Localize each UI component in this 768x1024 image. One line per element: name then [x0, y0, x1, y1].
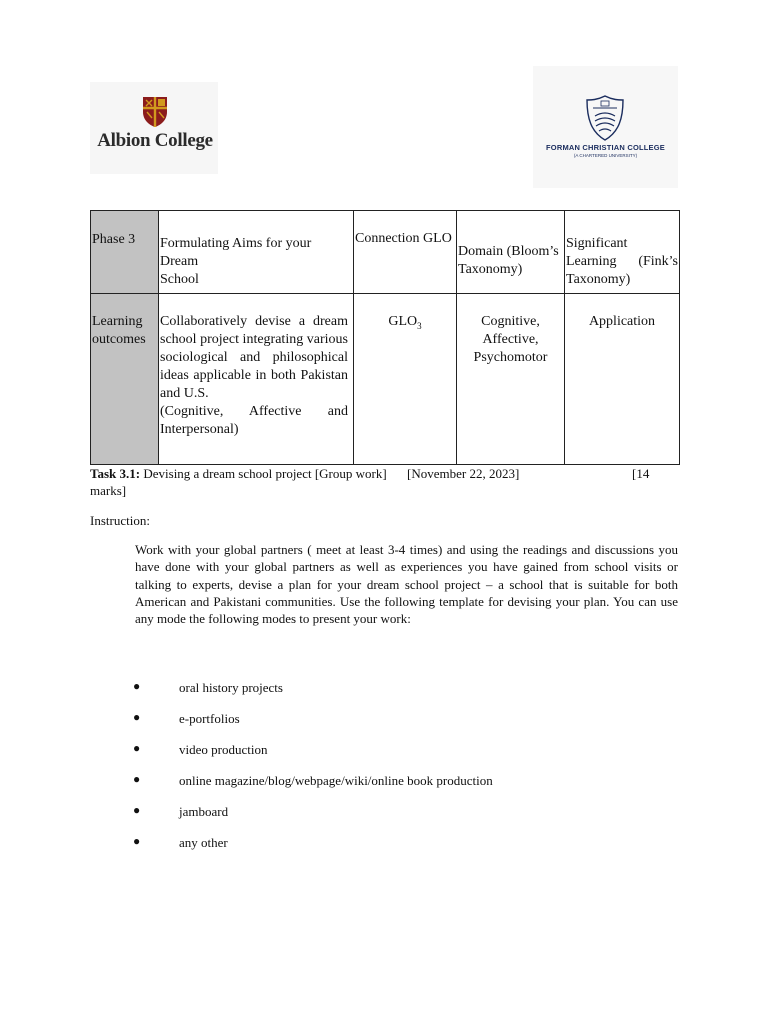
mode-label: jamboard — [179, 804, 229, 819]
outcomes-label-line-1: Learning — [92, 314, 143, 329]
task-marks-open: [14 — [632, 466, 650, 481]
aim-line-3: School — [160, 272, 199, 287]
domain-value-3: Psychomotor — [473, 350, 548, 365]
phase-label: Phase 3 — [92, 232, 136, 247]
aim-cell — [159, 211, 354, 294]
bullet-icon: ● — [133, 710, 141, 724]
task-date: [November 22, 2023] — [407, 466, 520, 481]
mode-label: video production — [179, 742, 268, 757]
domain-header-cell — [457, 211, 565, 294]
domain-header-line-2: Taxonomy) — [458, 262, 523, 277]
task-heading — [90, 465, 680, 499]
bullet-icon: ● — [133, 834, 141, 848]
mode-label: oral history projects — [179, 680, 283, 695]
fcc-crest-icon — [583, 94, 627, 142]
fcc-subtitle: (A CHARTERED UNIVERSITY) — [573, 153, 638, 158]
phase-cell — [91, 211, 159, 294]
significant-line-2: Learning (Fink’s — [566, 254, 678, 269]
outcomes-label-cell — [91, 294, 159, 465]
domain-value-1: Cognitive, — [481, 314, 540, 329]
albion-wordmark: Albion College — [97, 130, 213, 151]
outcome-description: Collaboratively devise a dream school project integrating various sociological and philosophical ideas applicable in both Pakistan and U.S. — [160, 314, 348, 401]
domain-values-cell — [457, 294, 565, 465]
mode-label: any other — [179, 835, 228, 850]
bullet-icon: ● — [133, 803, 141, 817]
albion-college-logo — [90, 82, 218, 174]
table-outcomes-row — [91, 294, 680, 465]
instruction-label: Instruction: — [90, 513, 150, 528]
significant-learning-cell — [565, 211, 680, 294]
connection-cell — [354, 211, 457, 294]
aim-line-1: Formulating Aims for your — [160, 236, 312, 251]
outcome-domains: (Cognitive, Affective and Interpersonal) — [160, 404, 348, 437]
instruction-body: Work with your global partners ( meet at least 3-4 times) and using the readings and discussions you have done with your global partners as well as experiences you have gained from school visits or talking to experts, devise a plan for your dream school project – a school that is suitable for both American and Pakistani communities. Use the following template for devising your plan. You can use any mode the following modes to present your work: — [135, 542, 678, 627]
mode-label: online magazine/blog/webpage/wiki/online book production — [179, 773, 493, 788]
fink-value-cell — [565, 294, 680, 465]
fink-value: Application — [588, 314, 656, 329]
glo-subscript: 3 — [417, 320, 422, 331]
glo-text: GLO — [388, 314, 418, 329]
connection-label: Connection GLO — [355, 231, 452, 246]
bullet-icon: ● — [133, 741, 141, 755]
glo-value — [354, 294, 456, 335]
aim-line-2: Dream — [160, 254, 199, 269]
fcc-wordmark: FORMAN CHRISTIAN COLLEGE — [546, 143, 665, 152]
task-text: Devising a dream school project [Group work] — [140, 466, 387, 481]
glo-cell — [354, 294, 457, 465]
outcomes-label-line-2: outcomes — [92, 332, 146, 347]
outcome-description-cell — [159, 294, 354, 465]
albion-shield-icon — [142, 96, 168, 128]
significant-line-3: Taxonomy) — [566, 272, 631, 287]
domain-value-2: Affective, — [482, 332, 539, 347]
mode-label: e-portfolios — [179, 711, 240, 726]
significant-line-1: Significant — [566, 236, 628, 251]
bullet-icon: ● — [133, 772, 141, 786]
task-label: Task 3.1: — [90, 466, 141, 481]
table-header-row — [91, 211, 680, 294]
forman-christian-college-logo — [533, 66, 678, 188]
domain-header-line-1: Domain (Bloom’s — [458, 244, 559, 259]
task-marks-close: marks] — [90, 483, 127, 498]
learning-outcomes-table — [90, 210, 680, 465]
bullet-icon: ● — [133, 679, 141, 693]
